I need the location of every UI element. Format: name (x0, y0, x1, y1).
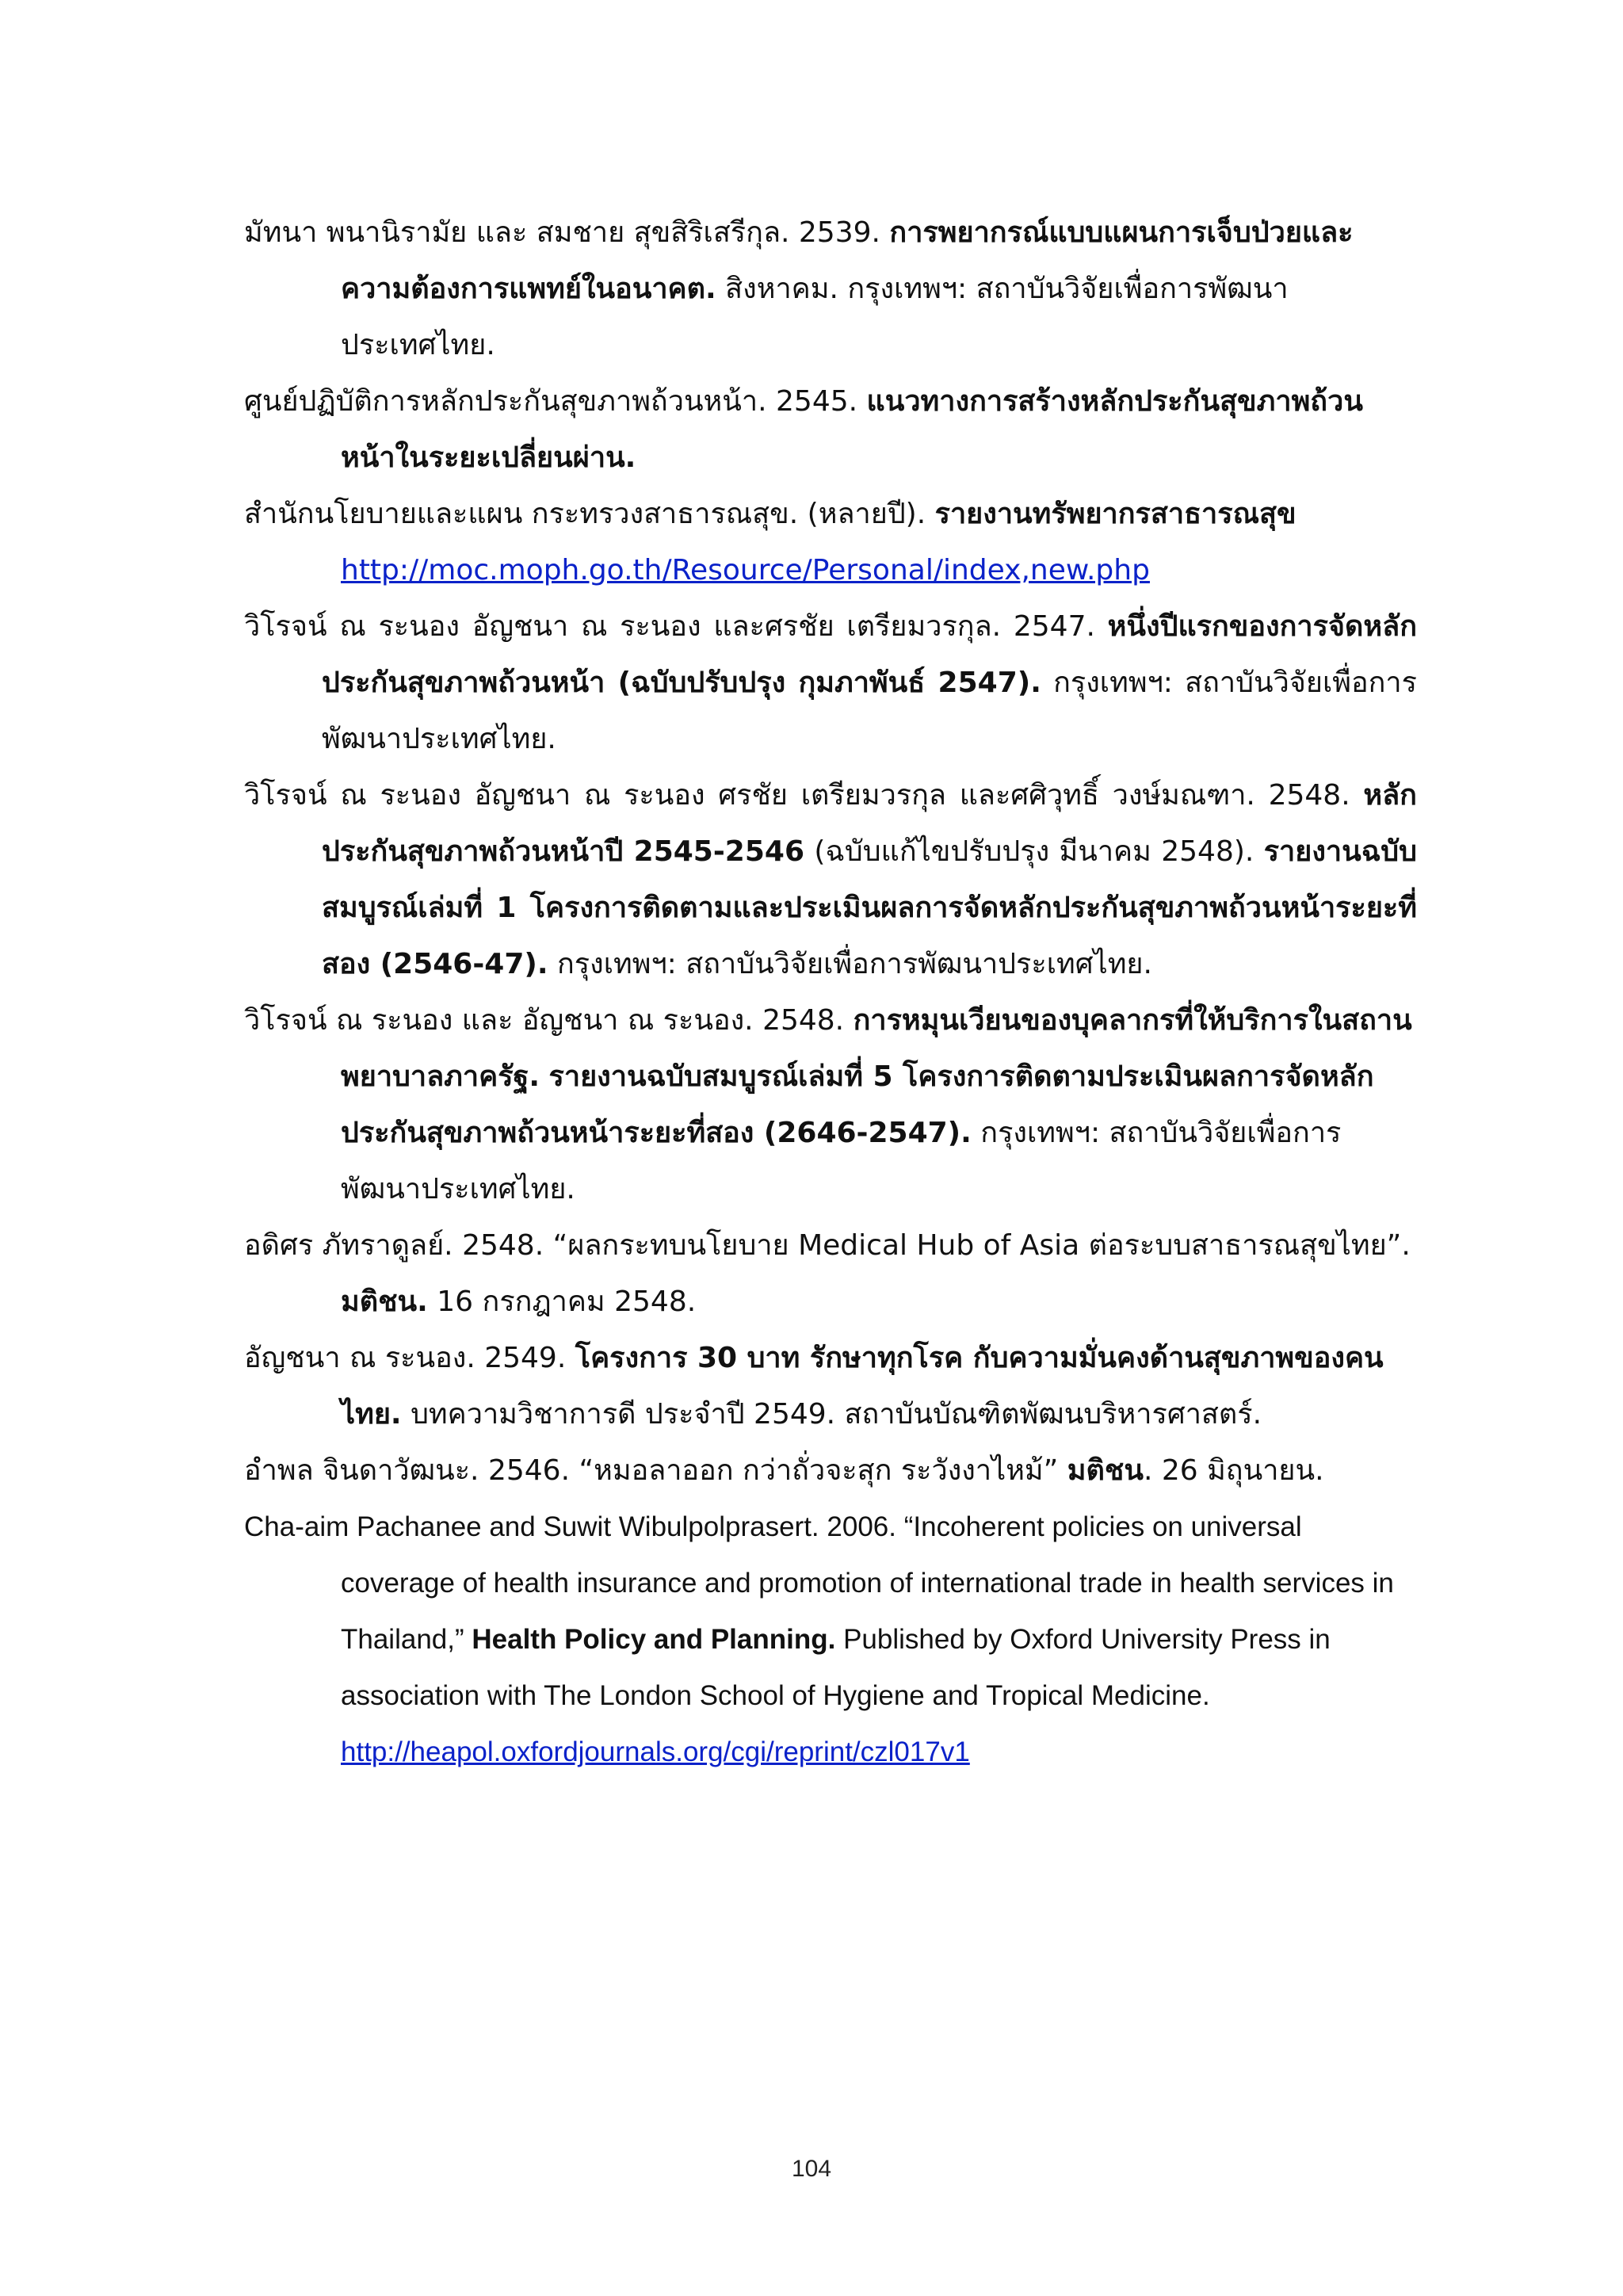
bibliography-list (244, 204, 1417, 1780)
reference-year: 2006. (827, 1511, 896, 1542)
reference-title: โครงการ 30 บาท รักษาทุกโรค กับความมั่นคงด้านสุขภาพของคนไทย. (341, 1342, 1384, 1431)
reference-year: 2545. (776, 385, 858, 418)
reference-publisher: สิงหาคม. กรุงเทพฯ: สถาบันวิจัยเพื่อการพัฒนาประเทศไทย. (341, 273, 1289, 361)
reference-date: . 26 มิถุนายน. (1143, 1454, 1324, 1487)
reference-link[interactable]: http://heapol.oxfordjournals.org/cgi/reprint/czl017v1 (341, 1736, 970, 1767)
reference-authors: อำพล จินดาวัฒนะ. (244, 1454, 479, 1487)
reference-title: การหมุนเวียนของบุคลากรที่ให้บริการในสถานพยาบาลภาครัฐ. (341, 1004, 1412, 1093)
reference-entry (244, 992, 1417, 1217)
reference-entry (244, 1442, 1417, 1499)
reference-authors: มัทนา พนานิรามัย และ สมชาย สุขสิริเสรีกุล. (244, 216, 790, 249)
reference-journal: มติชน. (341, 1286, 428, 1318)
reference-entry (244, 1499, 1417, 1780)
reference-publisher: กรุงเทพฯ: สถาบันวิจัยเพื่อการพัฒนาประเทศไทย. (322, 667, 1417, 755)
reference-entry (244, 1330, 1417, 1442)
reference-publisher: กรุงเทพฯ: สถาบันวิจัยเพื่อการพัฒนาประเทศไทย. (341, 1117, 1342, 1205)
reference-date: 16 กรกฎาคม 2548. (437, 1286, 697, 1318)
reference-year: 2546. (487, 1454, 571, 1487)
reference-year: 2539. (798, 216, 880, 249)
reference-year: 2549. (484, 1342, 567, 1374)
reference-entry (244, 767, 1417, 992)
reference-title: หลักประกันสุขภาพถ้วนหน้าปี 2545-2546 (322, 779, 1417, 868)
reference-authors: ศูนย์ปฏิบัติการหลักประกันสุขภาพถ้วนหน้า. (244, 385, 767, 418)
reference-authors: สำนักนโยบายและแผน กระทรวงสาธารณสุข. (244, 498, 799, 530)
reference-authors: Cha-aim Pachanee and Suwit Wibulpolprasert. (244, 1511, 819, 1542)
reference-year: 2547. (1013, 610, 1095, 643)
reference-title: การพยากรณ์แบบแผนการเจ็บป่วยและความต้องการแพทย์ในอนาคต. (341, 216, 1354, 305)
reference-publisher: บทความวิชาการดี ประจำปี 2549. สถาบันบัณฑิตพัฒนบริหารศาสตร์. (411, 1398, 1262, 1431)
reference-article-title: “Incoherent policies on universal coverage of health insurance and promotion of international trade in health services in Thailand,” (341, 1511, 1394, 1655)
reference-link[interactable]: http://moc.moph.go.th/Resource/Personal/index,new.php (341, 554, 1150, 586)
reference-year: (หลายปี). (807, 498, 926, 530)
reference-title: รายงานทรัพยากรสาธารณสุข (934, 498, 1296, 530)
reference-year: 2548. (1268, 779, 1350, 812)
page-number: 104 (791, 2156, 832, 2182)
reference-publisher: กรุงเทพฯ: สถาบันวิจัยเพื่อการพัฒนาประเทศไทย. (556, 948, 1152, 980)
reference-publisher: Published by Oxford University Press in association with The London School of Hygiene and Tropical Medicine. (341, 1624, 1331, 1711)
reference-authors: อัญชนา ณ ระนอง. (244, 1342, 475, 1374)
reference-authors: วิโรจน์ ณ ระนอง อัญชนา ณ ระนอง และศรชัย เตรียมวรกุล. (244, 610, 1002, 643)
reference-entry (244, 204, 1417, 373)
reference-year: 2548. (462, 1229, 544, 1262)
reference-article-title: “ผลกระทบนโยบาย Medical Hub of Asia ต่อระบบสาธารณสุขไทย”. (552, 1229, 1411, 1262)
reference-authors: วิโรจน์ ณ ระนอง อัญชนา ณ ระนอง ศรชัย เตรียมวรกุล และศศิวุทธิ์ วงษ์มณฑา. (244, 779, 1255, 812)
reference-article-title: “หมอลาออก กว่าถั่วจะสุก ระวังงาไหม้” (579, 1454, 1059, 1487)
reference-report-title: รายงานฉบับสมบูรณ์เล่มที่ 1 โครงการติดตามและประเมินผลการจัดหลักประกันสุขภาพถ้วนหน้าระยะที่สอง (2546-47). (322, 835, 1417, 980)
reference-journal: มติชน (1067, 1454, 1144, 1487)
reference-edition: (ฉบับแก้ไขปรับปรุง มีนาคม 2548). (814, 835, 1254, 868)
reference-year: 2548. (762, 1004, 845, 1037)
reference-authors: วิโรจน์ ณ ระนอง และ อัญชนา ณ ระนอง. (244, 1004, 754, 1037)
reference-entry (244, 598, 1417, 767)
reference-title: หนึ่งปีแรกของการจัดหลักประกันสุขภาพถ้วนหน้า (ฉบับปรับปรุง กุมภาพันธ์ 2547). (322, 610, 1417, 699)
reference-entry (244, 486, 1417, 598)
reference-entry (244, 373, 1417, 486)
reference-report-title: รายงานฉบับสมบูรณ์เล่มที่ 5 โครงการติดตามประเมินผลการจัดหลักประกันสุขภาพถ้วนหน้าระยะที่สอง (2646-2547). (341, 1060, 1374, 1149)
reference-journal: Health Policy and Planning. (472, 1624, 836, 1655)
reference-entry (244, 1217, 1417, 1330)
reference-title: แนวทางการสร้างหลักประกันสุขภาพถ้วนหน้าในระยะเปลี่ยนผ่าน. (341, 385, 1363, 474)
reference-authors: อดิศร ภัทราดูลย์. (244, 1229, 453, 1262)
